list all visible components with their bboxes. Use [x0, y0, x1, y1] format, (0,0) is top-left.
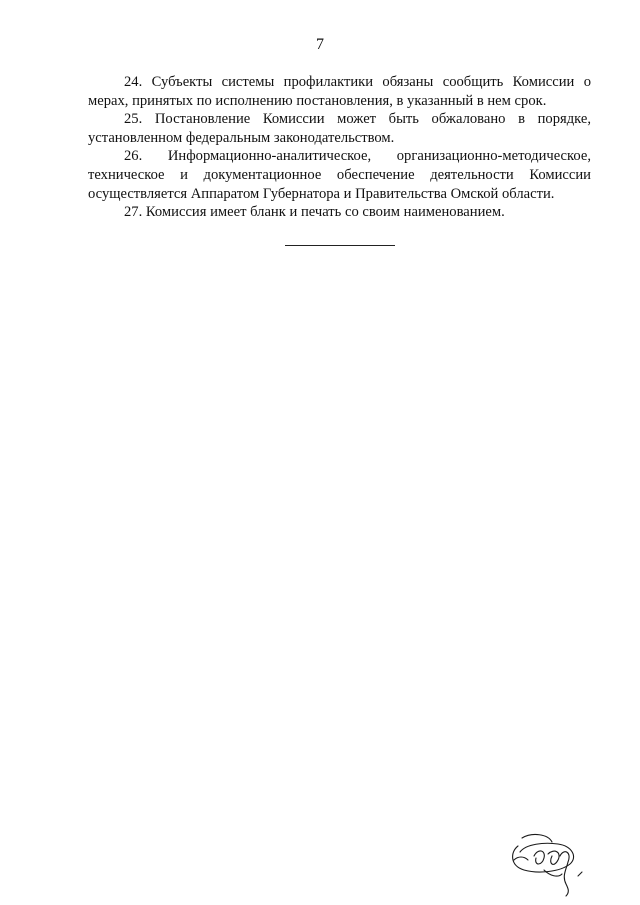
paragraph-26: 26. Информационно-аналитическое, организационно-методическое, техническое и документационное обеспечение деятельности Комиссии осуществляется Аппаратом Губернатора и Правительства Омской области. — [88, 148, 591, 202]
signature-mark — [504, 826, 600, 898]
paragraph-24: 24. Субъекты системы профилактики обязаны сообщить Комиссии о мерах, принятых по исполнению постановления, в указанный в нем срок. — [88, 74, 591, 109]
paragraph-27: 27. Комиссия имеет бланк и печать со своим наименованием. — [124, 204, 505, 221]
page-number: 7 — [316, 36, 324, 53]
paragraph-25: 25. Постановление Комиссии может быть обжаловано в порядке, установленном федеральным законодательством. — [88, 111, 591, 146]
separator-line — [285, 245, 395, 246]
document-body — [88, 73, 591, 222]
